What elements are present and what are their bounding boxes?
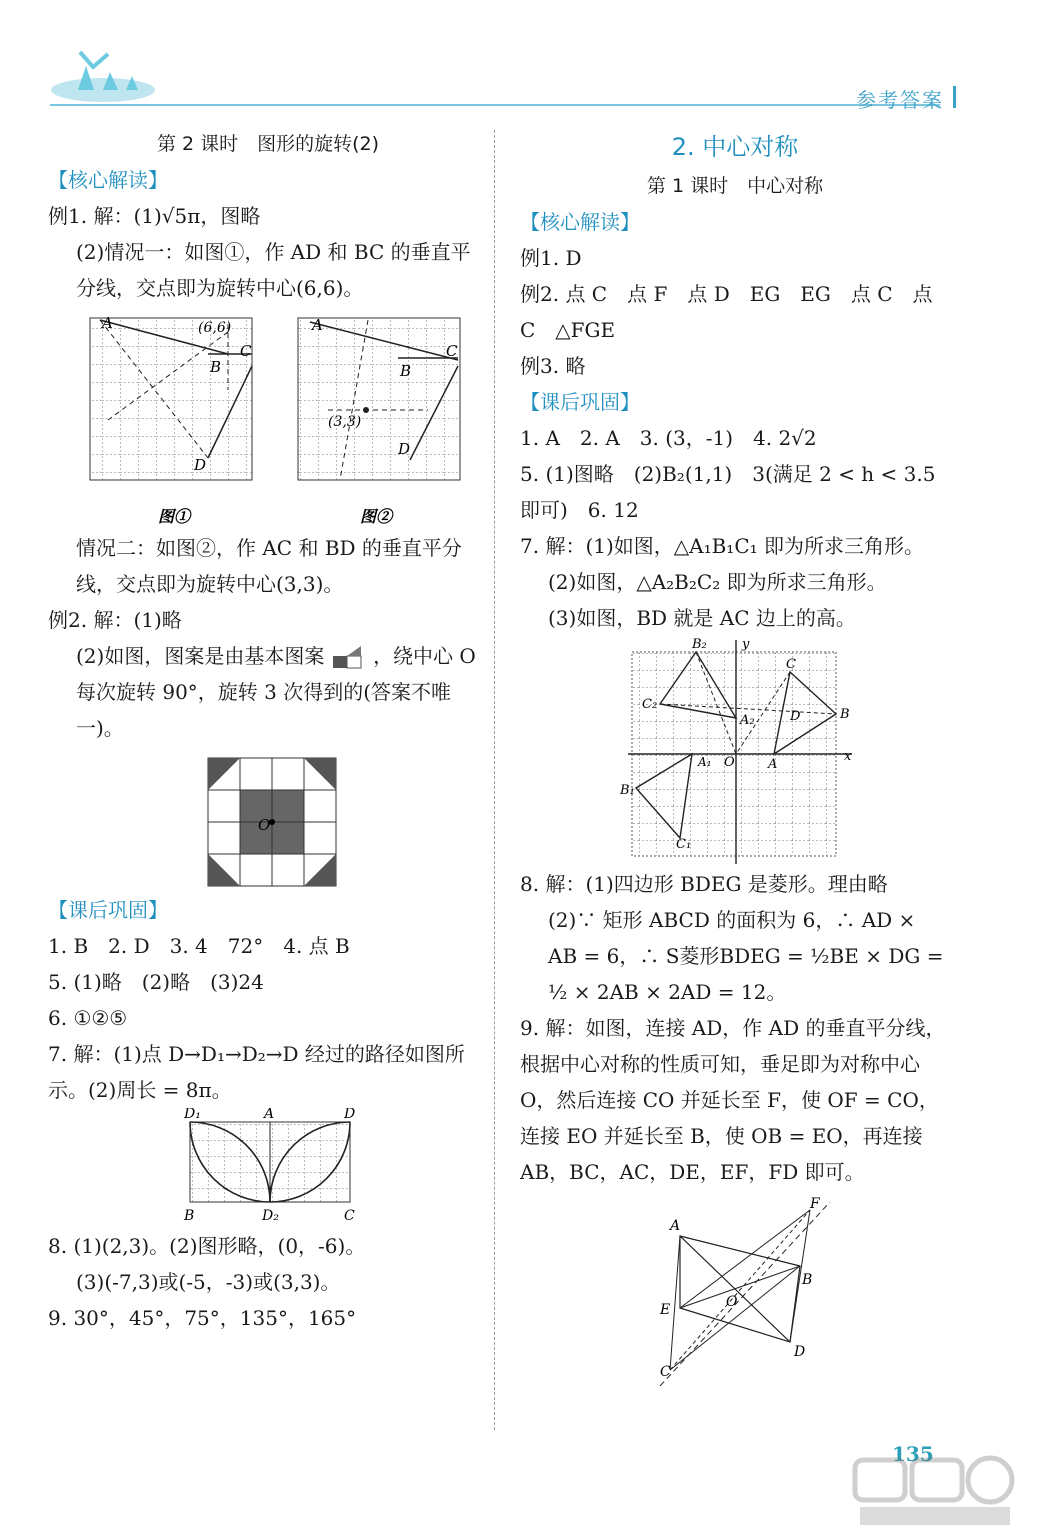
fig7r-c1: C₁ — [676, 837, 692, 852]
figure-path-arcs — [48, 1108, 488, 1228]
ex2-a: 例2. 解：(1)略 — [48, 608, 182, 632]
figure-coordinate-triangles — [520, 636, 950, 866]
figure-central-symmetry — [520, 1196, 950, 1386]
watermark-logo — [850, 1455, 1020, 1530]
r-answer-9: 9. 解：如图，连接 AD，作 AD 的垂直平分线，根据中心对称的性质可知，垂足即为对称中心 O，然后连接 CO 并延长至 F，使 OF = CO，连接 EO 并延长至 B，使 OB = EO，再连接 AB，BC，AC，DE，EF，FD 即可。 — [520, 1016, 946, 1184]
r-ex1: 例1. D — [520, 246, 582, 270]
ex1-a: 例1. 解：(1)√5π，图略 — [48, 204, 261, 228]
answer-9: 9. 30°，45°，75°，135°，165° — [48, 1306, 357, 1330]
fig9-o: O — [726, 1294, 738, 1310]
right-column — [520, 126, 950, 1386]
fig9-b: B — [802, 1272, 813, 1288]
fig7-c: C — [344, 1208, 355, 1224]
r-answer-7c: (3)如图，BD 就是 AC 边上的高。 — [548, 606, 856, 630]
fig1-label-b: B — [210, 358, 222, 376]
fig2-label-c: C — [446, 342, 458, 360]
right-tag-after: 【课后巩固】 — [520, 390, 640, 414]
right-tag-core: 【核心解读】 — [520, 210, 640, 234]
answer-8a: 8. (1)(2,3)。(2)图形略，(0，-6)。 — [48, 1234, 366, 1258]
r-answer-7b: (2)如图，△A₂B₂C₂ 即为所求三角形。 — [548, 570, 887, 594]
fig7r-a: A — [768, 757, 778, 772]
section-title: 2. 中心对称 — [671, 133, 799, 161]
fig1-caption: 图① — [158, 507, 191, 526]
fig7r-b1: B₁ — [620, 783, 635, 798]
fig7r-d: D — [790, 709, 801, 724]
fig9-c: C — [660, 1364, 671, 1380]
r-ex3: 例3. 略 — [520, 354, 586, 378]
r-answer-7a: 7. 解：(1)如图，△A₁B₁C₁ 即为所求三角形。 — [520, 534, 925, 558]
column-divider — [494, 130, 495, 1430]
answer-1-4: 1. B 2. D 3. 4 72° 4. 点 B — [48, 934, 350, 958]
header-logo-graphic — [48, 46, 158, 106]
fig1-label-c: C — [240, 342, 252, 360]
r-answer-8b: (2)∵ 矩形 ABCD 的面积为 6，∴ AD × AB = 6，∴ S菱形BDEG = ½BE × DG = ½ × 2AB × 2AD = 12。 — [548, 908, 944, 1004]
fig7r-a2: A₂ — [740, 713, 755, 728]
header-tag: 参考答案 — [856, 84, 944, 113]
right-lesson-title: 第 1 课时 中心对称 — [646, 175, 824, 197]
ex2-b2: ，绕中心 O 每次旋转 90°，旋转 3 次得到的(答案不唯一)。 — [76, 644, 476, 740]
fig2-label-d: D — [398, 440, 411, 458]
answer-6: 6. ①②⑤ — [48, 1006, 128, 1030]
ex2-b — [48, 638, 488, 746]
fig7-d1: D₁ — [184, 1108, 201, 1122]
fig7r-c2: C₂ — [642, 697, 658, 712]
fig1-label-d: D — [194, 456, 207, 474]
fig2-label-b: B — [400, 362, 412, 380]
lesson-title: 第 2 课时 图形的旋转(2) — [156, 133, 380, 155]
fig7r-x: x — [844, 749, 852, 764]
fig1-label-a: A — [102, 314, 113, 332]
fig7r-a1: A₁ — [698, 755, 712, 769]
left-column — [48, 126, 488, 1336]
fig9-a: A — [670, 1218, 681, 1234]
fig7r-o: O — [724, 755, 735, 770]
answer-5: 5. (1)略 (2)略 (3)24 — [48, 970, 264, 994]
pattern-center-label: O — [258, 816, 271, 834]
fig1-label-66: (6,6) — [198, 320, 232, 336]
fig7-b: B — [184, 1208, 195, 1224]
section-tag-core: 【核心解读】 — [48, 168, 168, 192]
fig2-caption: 图② — [360, 507, 393, 526]
header-rule — [50, 104, 940, 106]
figure-rotation-grids — [48, 310, 488, 530]
ex1-c: 情况二：如图②，作 AC 和 BD 的垂直平分线，交点即为旋转中心(3,3)。 — [76, 536, 462, 596]
basic-pattern-icon — [331, 646, 367, 670]
fig7r-y: y — [742, 637, 750, 652]
figure-pattern — [48, 752, 488, 892]
section-tag-after: 【课后巩固】 — [48, 898, 168, 922]
fig7-d2: D₂ — [262, 1208, 279, 1224]
ex1-b: (2)情况一：如图①，作 AD 和 BC 的垂直平分线，交点即为旋转中心(6,6)。 — [76, 240, 471, 300]
answer-7: 7. 解：(1)点 D→D₁→D₂→D 经过的路径如图所示。(2)周长 = 8π。 — [48, 1042, 465, 1102]
fig7r-b: B — [840, 707, 850, 722]
fig7r-c: C — [786, 657, 796, 672]
ex2-b1: (2)如图，图案是由基本图案 — [76, 644, 325, 668]
fig7-a: A — [264, 1108, 275, 1122]
fig9-e: E — [660, 1302, 671, 1318]
fig7r-b2: B₂ — [692, 637, 707, 652]
answer-8b: (3)(-7,3)或(-5，-3)或(3,3)。 — [76, 1270, 341, 1294]
page-number: 135 — [892, 1442, 934, 1466]
r-answer-5-6: 5. (1)图略 (2)B₂(1,1) 3(满足 2 < h < 3.5 即可) 6. 12 — [520, 462, 936, 522]
fig2-label-33: (3,3) — [328, 414, 362, 430]
r-answer-8a: 8. 解：(1)四边形 BDEG 是菱形。理由略 — [520, 872, 888, 896]
r-answer-1-4: 1. A 2. A 3. (3，-1) 4. 2√2 — [520, 426, 817, 450]
fig9-f: F — [810, 1196, 820, 1212]
fig2-label-a: A — [312, 316, 323, 334]
r-ex2: 例2. 点 C 点 F 点 D EG EG 点 C 点 C △FGE — [520, 282, 933, 342]
fig9-d: D — [794, 1344, 806, 1360]
fig7-d: D — [344, 1108, 356, 1122]
